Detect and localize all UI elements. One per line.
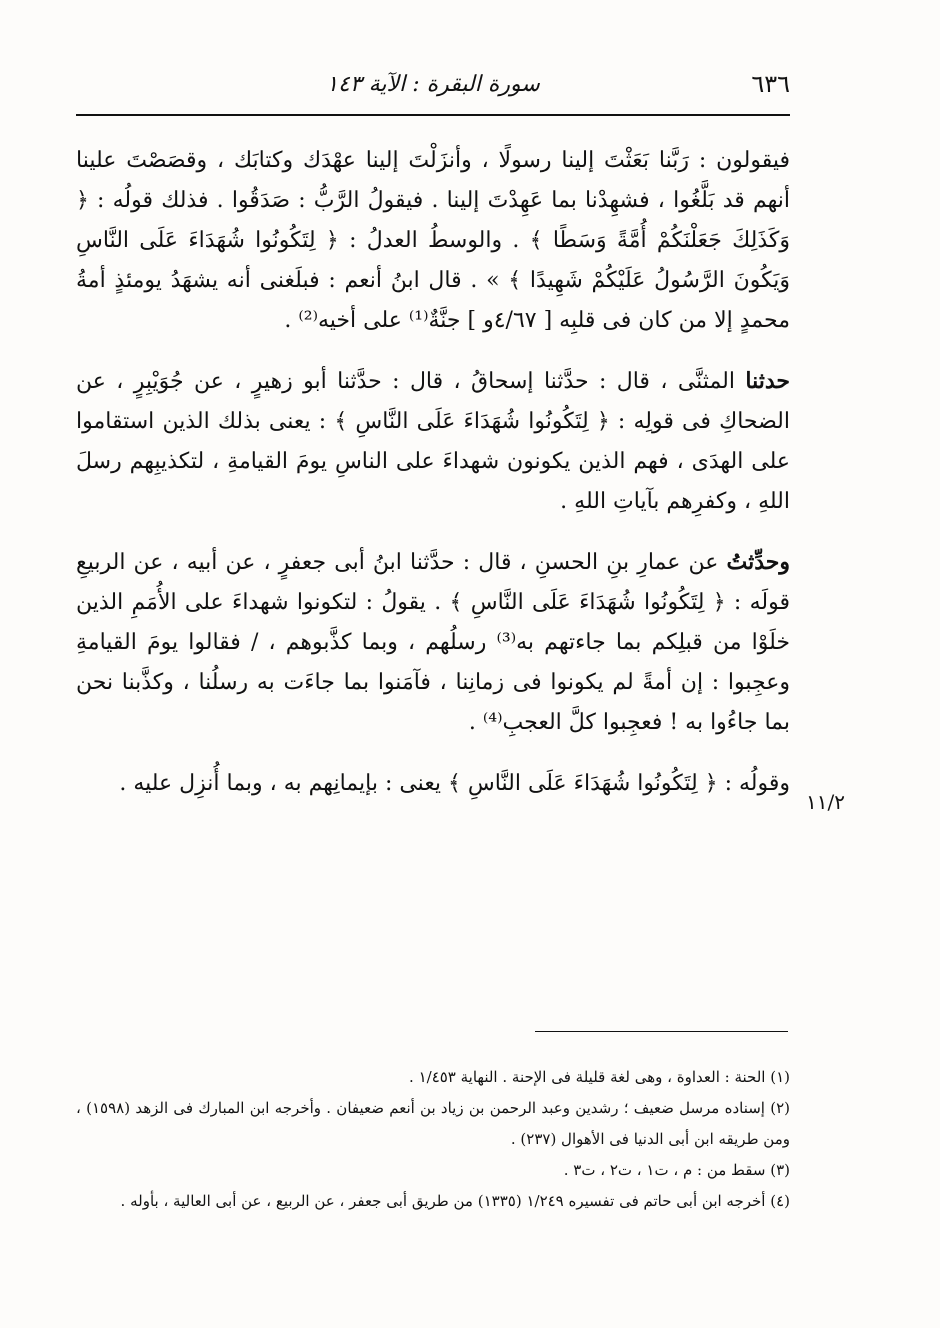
footnote-4: (٤) أخرجه ابن أبى حاتم فى تفسيره ١/٢٤٩ (١٣٣٥) من طريق أبى جعفر ، عن الربيع ، عن أبى العالية ، بأوله . bbox=[120, 1192, 790, 1210]
paragraph-lead: وحدِّثتُ bbox=[726, 549, 790, 575]
page-number: ٦٣٦ bbox=[751, 70, 790, 98]
paragraph-2 bbox=[76, 361, 790, 522]
page-header bbox=[76, 70, 790, 104]
paragraph-4 bbox=[76, 763, 790, 804]
running-title: سورة البقرة : الآية ١٤٣ bbox=[326, 72, 540, 97]
body-text bbox=[76, 140, 790, 824]
footnote-3: (٣) سقط من : م ، ت١ ، ت٢ ، ت٣ . bbox=[563, 1161, 790, 1179]
paragraph-text: وقولُه : ﴿ لِتَكُونُوا شُهَدَاءَ عَلَى النَّاسِ ﴾ يعنى : بإيمانِهم به ، وبما أُنزِل عليه . bbox=[119, 771, 790, 796]
footnotes bbox=[76, 1062, 790, 1217]
paragraph-text: فيقولون : رَبَّنا بَعَثْتَ إلينا رسولًا ، وأنزَلْتَ إلينا عهْدَك وكتابَك ، وقصَصْتَ علينا أنهم قد بَلَّغُوا ، فشهِدْنا بما عَهِدْتَ إلينا . فيقولُ الرَّبُّ : صَدَقُوا . فذلك قولُه : ﴿ وَكَذَلِكَ جَعَلْنَكُمْ أُمَّةً وَسَطًا ﴾ . والوسطُ العدلُ : ﴿ لِتَكُونُوا شُهَدَاءَ عَلَى النَّاسِ وَيَكُونَ الرَّسُولُ عَلَيْكُمْ شَهِيدًا ﴾ » . قال ابنُ أنعم : فبلَغنى أنه يشهَدُ يومئذٍ أمةُ محمدٍ إلا من كان فى قلبِه [ ٤/٦٧و ] جنَّةٌ⁽¹⁾ على أخيه⁽²⁾ . bbox=[76, 148, 791, 333]
header-rule bbox=[76, 114, 790, 116]
margin-manuscript-ref: ١١/٢ bbox=[806, 790, 845, 814]
paragraph-text: المثنَّى ، قال : حدَّثنا إسحاقُ ، قال : حدَّثنا أبو زهيرٍ ، عن جُوَيْبِرٍ ، عن الضحاكِ فى قولِه : ﴿ لِتَكُونُوا شُهَدَاءَ عَلَى النَّاسِ ﴾ : يعنى بذلك الذين استقاموا على الهدَى ، فهم الذين يكونون شهداءَ على الناسِ يومَ القيامةِ ، لتكذيبِهم رسلَ اللهِ ، وكفرِهم بآياتِ اللهِ . bbox=[76, 369, 790, 514]
footnote-rule bbox=[535, 1031, 788, 1032]
paragraph-1 bbox=[76, 140, 790, 341]
footnote-1: (١) الحنة : العداوة ، وهى لغة قليلة فى الإحنة . النهاية ١/٤٥٣ . bbox=[409, 1068, 790, 1086]
paragraph-lead: حدثنا bbox=[745, 368, 790, 394]
paragraph-3 bbox=[76, 542, 790, 743]
footnote-2: (٢) إسناده مرسل ضعيف ؛ رشدين وعبد الرحمن بن زياد بن أنعم ضعيفان . وأخرجه ابن المبارك فى الزهد (١٥٩٨) ، ومن طريقه ابن أبى الدنيا فى الأهوال (٢٣٧) . bbox=[76, 1099, 790, 1148]
paragraph-text: عن عمارِ بنِ الحسنِ ، قال : حدَّثنا ابنُ أبى جعفرٍ ، عن أبيه ، عن الربيعِ قولَه : ﴿ لِتَكُونُوا شُهَدَاءَ عَلَى النَّاسِ ﴾ . يقولُ : لتكونوا شهداءَ على الأُمَمِ الذين خلَوْا من قبلِكم بما جاءتهم به⁽³⁾ رسلُهم ، وبما كذَّبوهم ، / فقالوا يومَ القيامةِ وعجِبوا : إن أمةً لم يكونوا فى زمانِنا ، فآمَنوا بما جاءَت به رسلُنا ، وكذَّبنا نحن بما جاءُوا به ! فعجِبوا كلَّ العجبِ⁽⁴⁾ . bbox=[76, 550, 790, 735]
